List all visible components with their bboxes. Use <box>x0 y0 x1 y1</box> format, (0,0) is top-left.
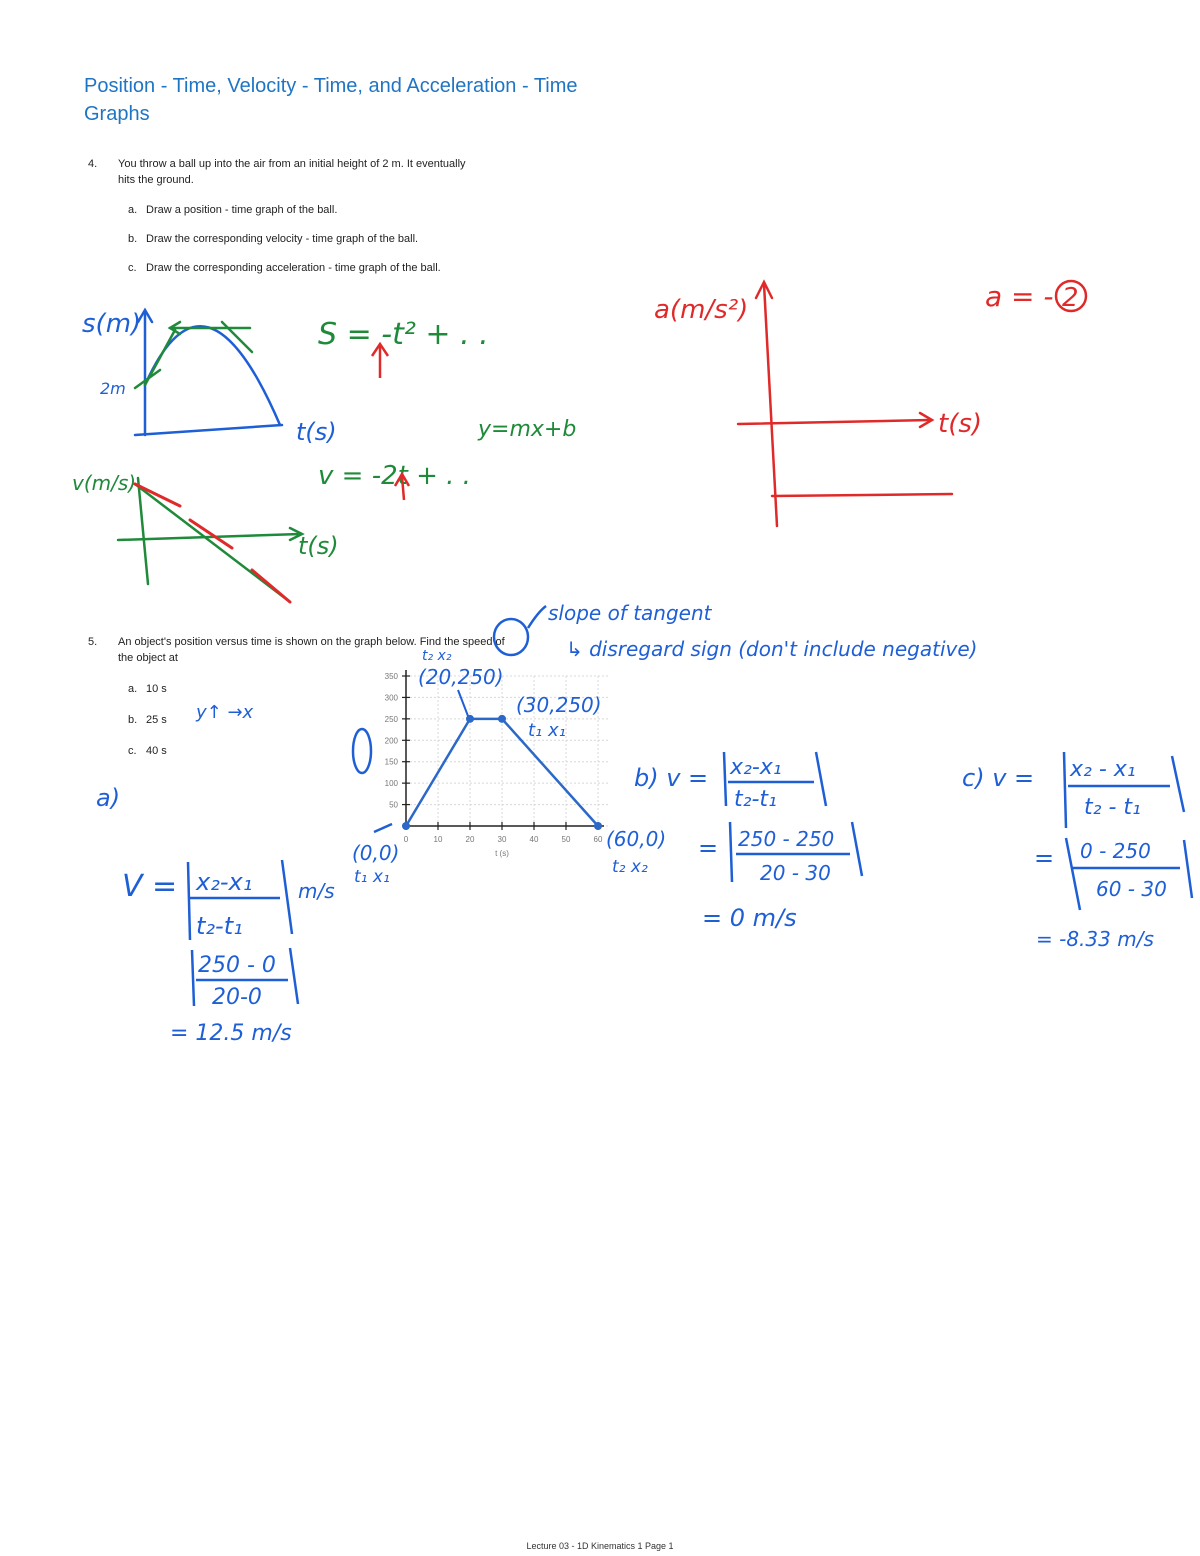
pointer-line <box>528 606 546 628</box>
work-text: x₂ - x₁ <box>1070 757 1136 782</box>
disregard-note: ↳ disregard sign (don't include negative) <box>566 637 978 661</box>
work-text: V = <box>122 869 178 904</box>
page-title: Position - Time, Velocity - Time, and Acceleration - Time Graphs <box>84 75 578 125</box>
answer-text: = 12.5 m/s <box>170 1021 292 1046</box>
question-text: An object's position versus time is shown on the graph below. Find the speed of <box>118 636 505 648</box>
velocity-line <box>252 570 290 602</box>
question-part: b. 25 s <box>128 714 167 726</box>
t-axis-label: t(s) <box>298 532 339 560</box>
y-tick-label: 100 <box>384 779 398 789</box>
a-axis-label: a(m/s²) <box>654 295 749 325</box>
question-part: c. Draw the corresponding acceleration - time graph of the ball. <box>128 262 441 274</box>
t-axis <box>135 425 282 435</box>
question-part: a. Draw a position - time graph of the ball. <box>128 204 338 216</box>
abs-bar <box>1184 840 1192 898</box>
velocity-time-sketch <box>118 478 302 602</box>
abs-bar <box>852 822 862 876</box>
abs-bar <box>730 822 732 882</box>
part-a-label: a) <box>96 784 121 812</box>
y-tick-label: 250 <box>384 714 398 724</box>
work-text: t₂-t₁ <box>196 912 243 940</box>
y-tick-label: 50 <box>389 800 398 810</box>
acceleration-equation: a = - <box>985 280 1054 313</box>
a-axis <box>764 284 777 526</box>
x-tick-label: 10 <box>433 835 443 844</box>
question-number: 4. <box>88 158 98 170</box>
work-text: 250 - 250 <box>738 827 835 851</box>
x-tick-label: 40 <box>529 835 539 844</box>
v-axis-label: v(m/s) <box>72 471 137 495</box>
arrow-icon <box>374 824 392 832</box>
parabola-curve <box>145 326 280 425</box>
abs-bar <box>192 950 194 1006</box>
tangent-line <box>135 370 160 388</box>
abs-bar <box>1172 756 1184 812</box>
answer-text: = 0 m/s <box>702 904 797 932</box>
work-text: x₂-x₁ <box>196 868 253 896</box>
work-text: 20-0 <box>212 985 262 1010</box>
part-c-label: c) v = <box>962 764 1035 792</box>
velocity-line <box>190 520 232 548</box>
work-text: m/s <box>298 879 335 903</box>
question-number: 5. <box>88 636 98 648</box>
question-part: b. Draw the corresponding velocity - time graph of the ball. <box>128 233 419 245</box>
x-tick-label: 30 <box>497 835 507 844</box>
position-time-sketch <box>135 310 282 435</box>
point-coordinate: (60,0) <box>606 827 667 851</box>
x-tick-label: 20 <box>465 835 475 844</box>
point-coordinate: (30,250) <box>516 693 602 717</box>
work-text: 20 - 30 <box>760 861 831 885</box>
s-axis-label: s(m) <box>82 309 142 339</box>
data-point <box>594 822 602 830</box>
coordinate-axes-note: y↑ →x <box>196 702 254 723</box>
x-tick-label: 0 <box>403 835 409 844</box>
data-point <box>498 715 506 723</box>
pointer-line <box>458 690 468 716</box>
slope-note: slope of tangent <box>548 601 712 625</box>
work-text: x₂-x₁ <box>730 755 782 780</box>
y-tick-label: 150 <box>384 757 398 767</box>
question-text: hits the ground. <box>118 174 194 186</box>
x-tick-label: 50 <box>561 835 571 844</box>
point-label: t₂ x₂ <box>612 857 648 877</box>
acceleration-time-sketch <box>738 282 952 526</box>
y-tick-label: 350 <box>384 672 398 681</box>
circle-mark <box>353 729 371 773</box>
data-point <box>402 822 410 830</box>
question-part: c. 40 s <box>128 745 167 757</box>
work-text: 250 - 0 <box>198 953 276 978</box>
abs-bar <box>290 948 298 1004</box>
equals-sign: = <box>698 834 719 862</box>
two-m-label: 2m <box>100 379 126 398</box>
acceleration-line <box>772 494 952 496</box>
x-tick-label: 60 <box>593 835 603 844</box>
x-axis-label: t (s) <box>495 849 509 858</box>
abs-bar <box>1064 752 1066 828</box>
work-text: 0 - 250 <box>1080 839 1151 863</box>
point-label: t₁ x₁ <box>528 720 566 741</box>
t-axis-label: t(s) <box>296 418 337 446</box>
y-tick-label: 200 <box>384 736 398 746</box>
abs-bar <box>724 752 726 806</box>
abs-bar <box>188 862 190 940</box>
work-text: 60 - 30 <box>1096 877 1167 901</box>
acceleration-value: 2 <box>1062 283 1079 313</box>
question-text: You throw a ball up into the air from an initial height of 2 m. It eventually <box>118 158 466 170</box>
line-equation: y=mx+b <box>478 417 577 442</box>
point-coordinate: (0,0) <box>352 841 400 865</box>
abs-bar <box>816 752 826 806</box>
work-text: t₂-t₁ <box>734 787 777 812</box>
page-footer: Lecture 03 - 1D Kinematics 1 Page 1 <box>526 1541 674 1551</box>
point-label: t₁ x₁ <box>354 867 390 887</box>
work-text: t₂ - t₁ <box>1084 795 1141 820</box>
point-coordinate: (20,250) <box>418 665 504 689</box>
t-axis-label: t(s) <box>938 409 983 439</box>
circle-mark <box>494 619 528 655</box>
velocity-equation: v = -2t + . . <box>318 461 471 491</box>
question-text: the object at <box>118 652 178 664</box>
abs-bar <box>1066 838 1080 910</box>
answer-text: = -8.33 m/s <box>1036 927 1154 951</box>
question-part: a. 10 s <box>128 683 167 695</box>
t-axis <box>738 420 930 424</box>
part-b-label: b) v = <box>634 764 709 792</box>
position-equation: S = -t² + . . <box>318 317 489 352</box>
y-tick-label: 300 <box>384 693 398 703</box>
abs-bar <box>282 860 292 934</box>
point-label: t₂ x₂ <box>422 648 452 664</box>
equals-sign: = <box>1034 844 1055 872</box>
